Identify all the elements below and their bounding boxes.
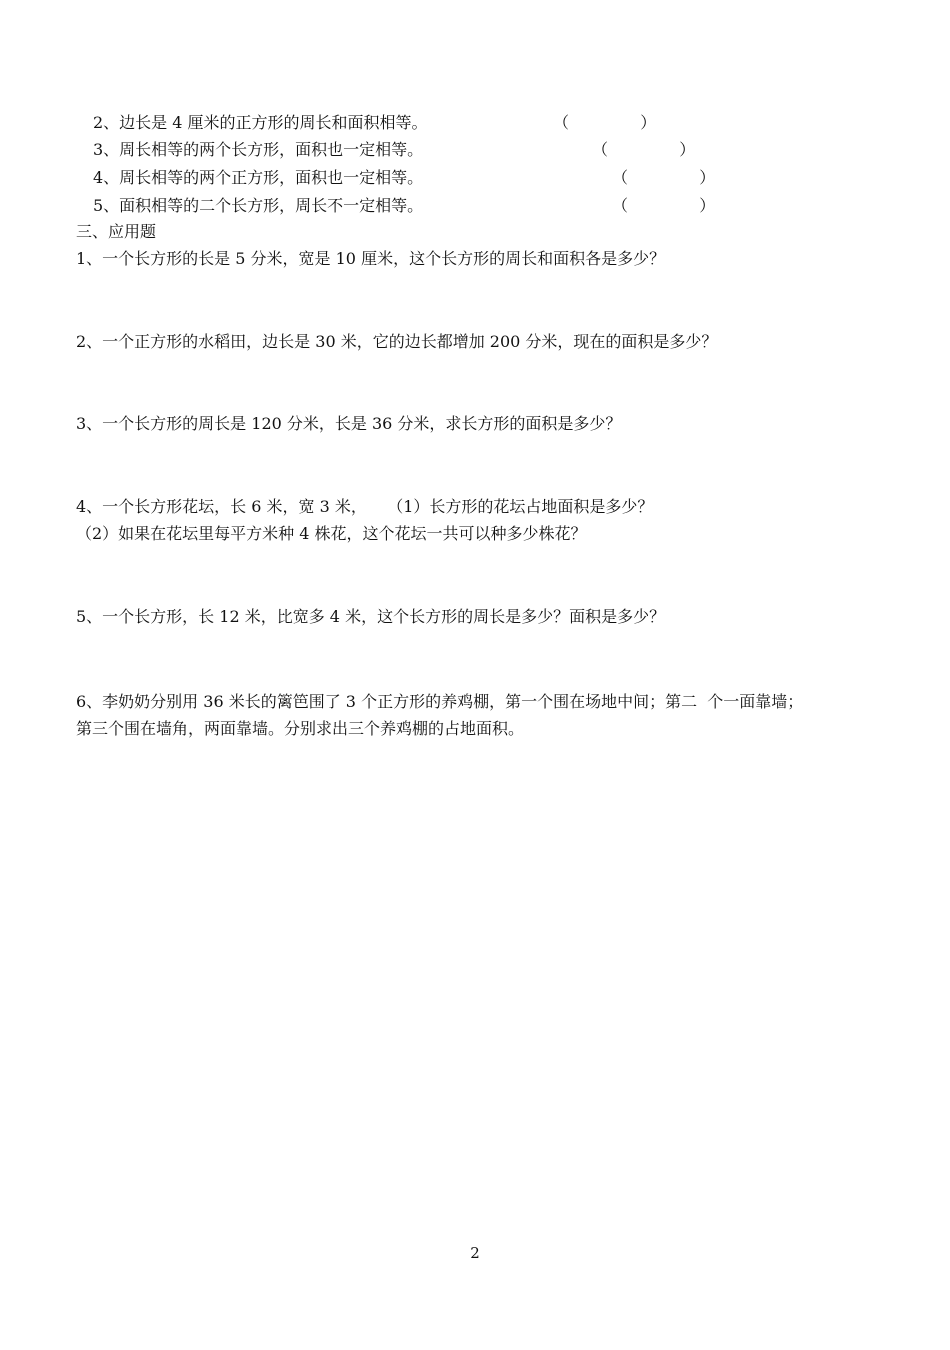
answer-paren-2: （ ） [553, 113, 657, 132]
page-number: 2 [470, 1244, 480, 1262]
judgement-item-3: 3、周长相等的两个长方形，面积也一定相等。 [93, 140, 424, 159]
question-4-part-2: （2）如果在花坛里每平方米种 4 株花，这个花坛一共可以种多少株花？ [76, 524, 587, 543]
question-2: 2、一个正方形的水稻田，边长是 30 米，它的边长都增加 200 分米，现在的面积是多少？ [76, 332, 718, 351]
answer-paren-3: （ ） [592, 140, 696, 159]
answer-paren-5: （ ） [612, 196, 716, 215]
question-5: 5、一个长方形，长 12 米，比宽多 4 米，这个长方形的周长是多少？面积是多少？ [76, 607, 666, 626]
question-6-line-1: 6、李奶奶分别用 36 米长的篱笆围了 3 个正方形的养鸡棚，第一个围在场地中间；第二 个一面靠墙； [76, 692, 804, 711]
judgement-item-5: 5、面积相等的二个长方形，周长不一定相等。 [93, 196, 424, 215]
judgement-item-2: 2、边长是 4 厘米的正方形的周长和面积相等。 [93, 113, 428, 132]
question-3: 3、一个长方形的周长是 120 分米，长是 36 分米，求长方形的面积是多少？ [76, 414, 622, 433]
question-4-part-1: 4、一个长方形花坛，长 6 米，宽 3 米， （1）长方形的花坛占地面积是多少？ [76, 497, 654, 516]
judgement-item-4: 4、周长相等的两个正方形，面积也一定相等。 [93, 168, 424, 187]
section-heading: 三、应用题 [76, 222, 157, 241]
answer-paren-4: （ ） [612, 168, 716, 187]
question-6-line-2: 第三个围在墙角，两面靠墙。分别求出三个养鸡棚的占地面积。 [76, 719, 525, 738]
question-1: 1、一个长方形的长是 5 分米，宽是 10 厘米，这个长方形的周长和面积各是多少？ [76, 249, 666, 268]
